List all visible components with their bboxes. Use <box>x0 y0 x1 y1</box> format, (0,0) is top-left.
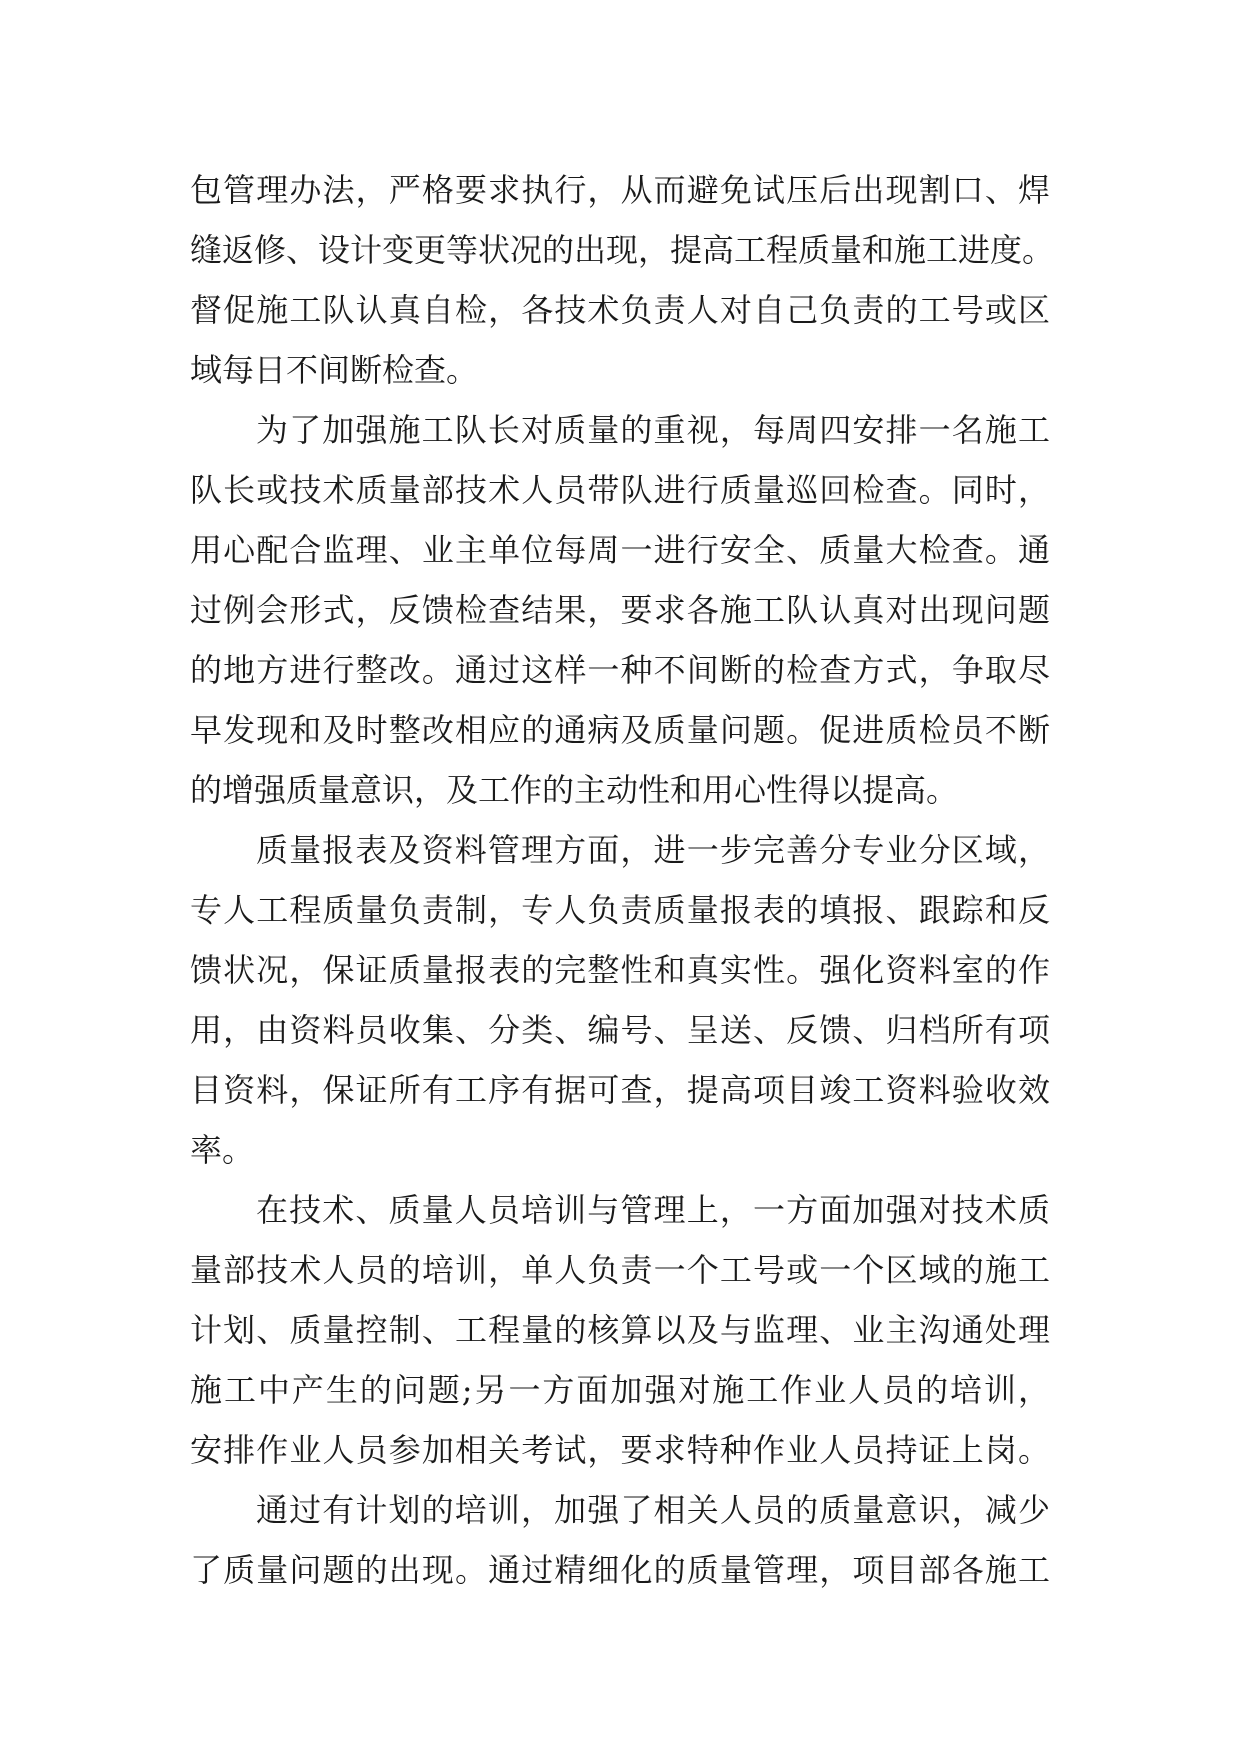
text-line: 计划、质量控制、工程量的核算以及与监理、业主沟通处理 <box>190 1311 1050 1349</box>
text-line: 缝返修、设计变更等状况的出现，提高工程质量和施工进度。 <box>190 231 1055 269</box>
text-line: 专人工程质量负责制，专人负责质量报表的填报、跟踪和反 <box>190 891 1050 929</box>
paragraph-3 <box>190 820 1050 1180</box>
text-line: 在技术、质量人员培训与管理上，一方面加强对技术质 <box>256 1191 1050 1229</box>
text-line: 馈状况，保证质量报表的完整性和真实性。强化资料室的作 <box>190 951 1050 989</box>
text-line: 施工中产生的问题;另一方面加强对施工作业人员的培训， <box>190 1371 1050 1409</box>
text-line: 量部技术人员的培训，单人负责一个工号或一个区域的施工 <box>190 1251 1050 1289</box>
document-body <box>190 160 1055 1600</box>
text-line: 域每日不间断检查。 <box>190 351 479 389</box>
text-line: 的地方进行整改。通过这样一种不间断的检查方式，争取尽 <box>190 651 1050 689</box>
text-line: 用心配合监理、业主单位每周一进行安全、质量大检查。通 <box>190 531 1050 569</box>
text-line: 通过有计划的培训，加强了相关人员的质量意识，减少 <box>256 1491 1050 1529</box>
paragraph-2 <box>190 400 1050 820</box>
paragraph-5 <box>190 1480 1050 1600</box>
text-line: 队长或技术质量部技术人员带队进行质量巡回检查。同时， <box>190 471 1050 509</box>
paragraph-1 <box>190 160 1055 400</box>
text-line: 了质量问题的出现。通过精细化的质量管理，项目部各施工 <box>190 1551 1050 1589</box>
text-line: 率。 <box>190 1131 255 1169</box>
text-line: 用，由资料员收集、分类、编号、呈送、反馈、归档所有项 <box>190 1011 1050 1049</box>
text-line: 为了加强施工队长对质量的重视，每周四安排一名施工 <box>256 411 1050 449</box>
text-line: 质量报表及资料管理方面，进一步完善分专业分区域， <box>256 831 1050 869</box>
text-line: 安排作业人员参加相关考试，要求特种作业人员持证上岗。 <box>190 1431 1050 1469</box>
text-line: 早发现和及时整改相应的通病及质量问题。促进质检员不断 <box>190 711 1050 749</box>
paragraph-4 <box>190 1180 1050 1480</box>
text-line: 目资料，保证所有工序有据可查，提高项目竣工资料验收效 <box>190 1071 1050 1109</box>
text-line: 督促施工队认真自检，各技术负责人对自己负责的工号或区 <box>190 291 1050 329</box>
text-line: 包管理办法，严格要求执行，从而避免试压后出现割口、焊 <box>190 171 1050 209</box>
text-line: 过例会形式，反馈检查结果，要求各施工队认真对出现问题 <box>190 591 1050 629</box>
text-line: 的增强质量意识，及工作的主动性和用心性得以提高。 <box>190 771 959 809</box>
